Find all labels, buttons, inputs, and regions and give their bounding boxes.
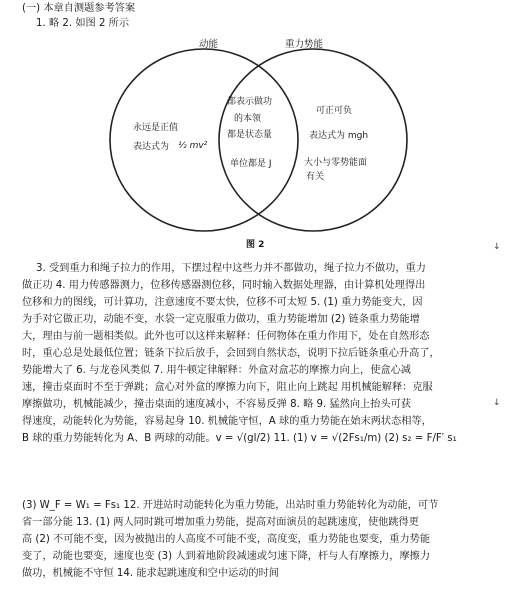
venn-right-text-4: 有关 — [306, 172, 325, 182]
venn-center-text-2: 的本领 — [234, 114, 262, 124]
venn-left-text-1: 永远是正值 — [133, 123, 179, 133]
venn-label-potential: 重力势能 — [285, 39, 324, 50]
tail-lines-line: (3) W_F = W₁ = Fs₁ 12. 开进站时动能转化为重力势能，出站时重力势能转化为动能，可节 — [22, 500, 439, 511]
venn-right-text-2: 表达式为 mgh — [309, 131, 369, 141]
item-line: 1. 略 2. 如图 2 所示 — [36, 18, 130, 29]
body-lines-line: 大，理由与前一题相类似。此外也可以这样来解释：任何物体在重力作用下，处在自然形态 — [22, 331, 430, 342]
tail-lines-line: 变了，动能也要变，速度也变 (3) 人到着地阶段减速或匀速下降，杆与人有摩擦力，摩擦力 — [22, 551, 431, 562]
body-lines-line: 得速度，动能转化为势能，容易起身 10. 机械能守恒，A 球的重力势能在始末两状态相等， — [22, 416, 432, 427]
body-lines-line: 摩擦做功，机械能减少，撞击桌面的速度减小，不容易反弹 8. 略 9. 猛然向上抬头可获 — [22, 399, 411, 410]
body-lines-line: 做正功 4. 用力传感器测力，位移传感器测位移，同时输入数据处理器，由计算机处理得出 — [22, 280, 426, 291]
venn-center-text-1: 都表示做功 — [227, 97, 273, 107]
section-title: (一) 本章自测题参考答案 — [22, 3, 136, 14]
venn-right-text-1: 可正可负 — [316, 106, 353, 116]
body-lines-line: 时，重心总是处最低位置；链条下拉后放手，会回到自然状态，说明下拉后链条重心升高了， — [22, 348, 440, 359]
body-lines-line: 速，撞击桌面时不至于弹跳；盒心对外盒的摩擦力向下，阻止向上跳起 用机械能解释：克服 — [22, 382, 433, 393]
body-lines-line: 为手对它做正功，动能不变，水袋一定克服重力做功，重力势能增加 (2) 链条重力势能增 — [22, 314, 420, 325]
venn-center-text-4: 单位都是 J — [230, 159, 272, 169]
venn-label-kinetic: 动能 — [199, 39, 219, 50]
body-lines-line: 3. 受到重力和绳子拉力的作用，下摆过程中这些力并不都做功，绳子拉力不做功，重力 — [36, 263, 426, 274]
return-arrow-icon: ↓ — [493, 242, 501, 252]
figure-caption: 图 2 — [246, 240, 265, 250]
return-arrow-icon-2: ↓ — [493, 398, 501, 408]
tail-lines-line: 省一部分能 13. (1) 两人同时跳可增加重力势能，提高对面演员的起跳速度，使他跳得更 — [22, 517, 419, 528]
venn-right-text-3: 大小与零势能面 — [304, 158, 368, 168]
venn-left-text-2: 表达式为 — [133, 142, 170, 152]
venn-center-text-3: 都是状态量 — [227, 130, 273, 140]
body-lines-line: 位移和力的图线，可计算功，注意速度不要太快，位移不可太短 5. (1) 重力势能变大，因 — [22, 297, 423, 308]
tail-lines-line: 高 (2) 不可能不变，因为被抛出的人高度不可能不变，高度变，重力势能也要变，重力势能 — [22, 534, 431, 545]
body-lines-line: B 球的重力势能转化为 A、B 两球的动能。v = √(gl/2) 11. (1) v = √(2Fs₁/m) (2) s₂ = F/F′ s₁ — [22, 433, 457, 444]
tail-lines-line: 做功，机械能不守恒 14. 能求起跳速度和空中运动的时间 — [22, 568, 279, 579]
venn-left-formula: ½ mv² — [178, 141, 208, 151]
body-lines-line: 势能增大了 6. 与龙卷风类似 7. 用牛顿定律解释：外盒对盒芯的摩擦力向上，使盒心减 — [22, 365, 411, 376]
